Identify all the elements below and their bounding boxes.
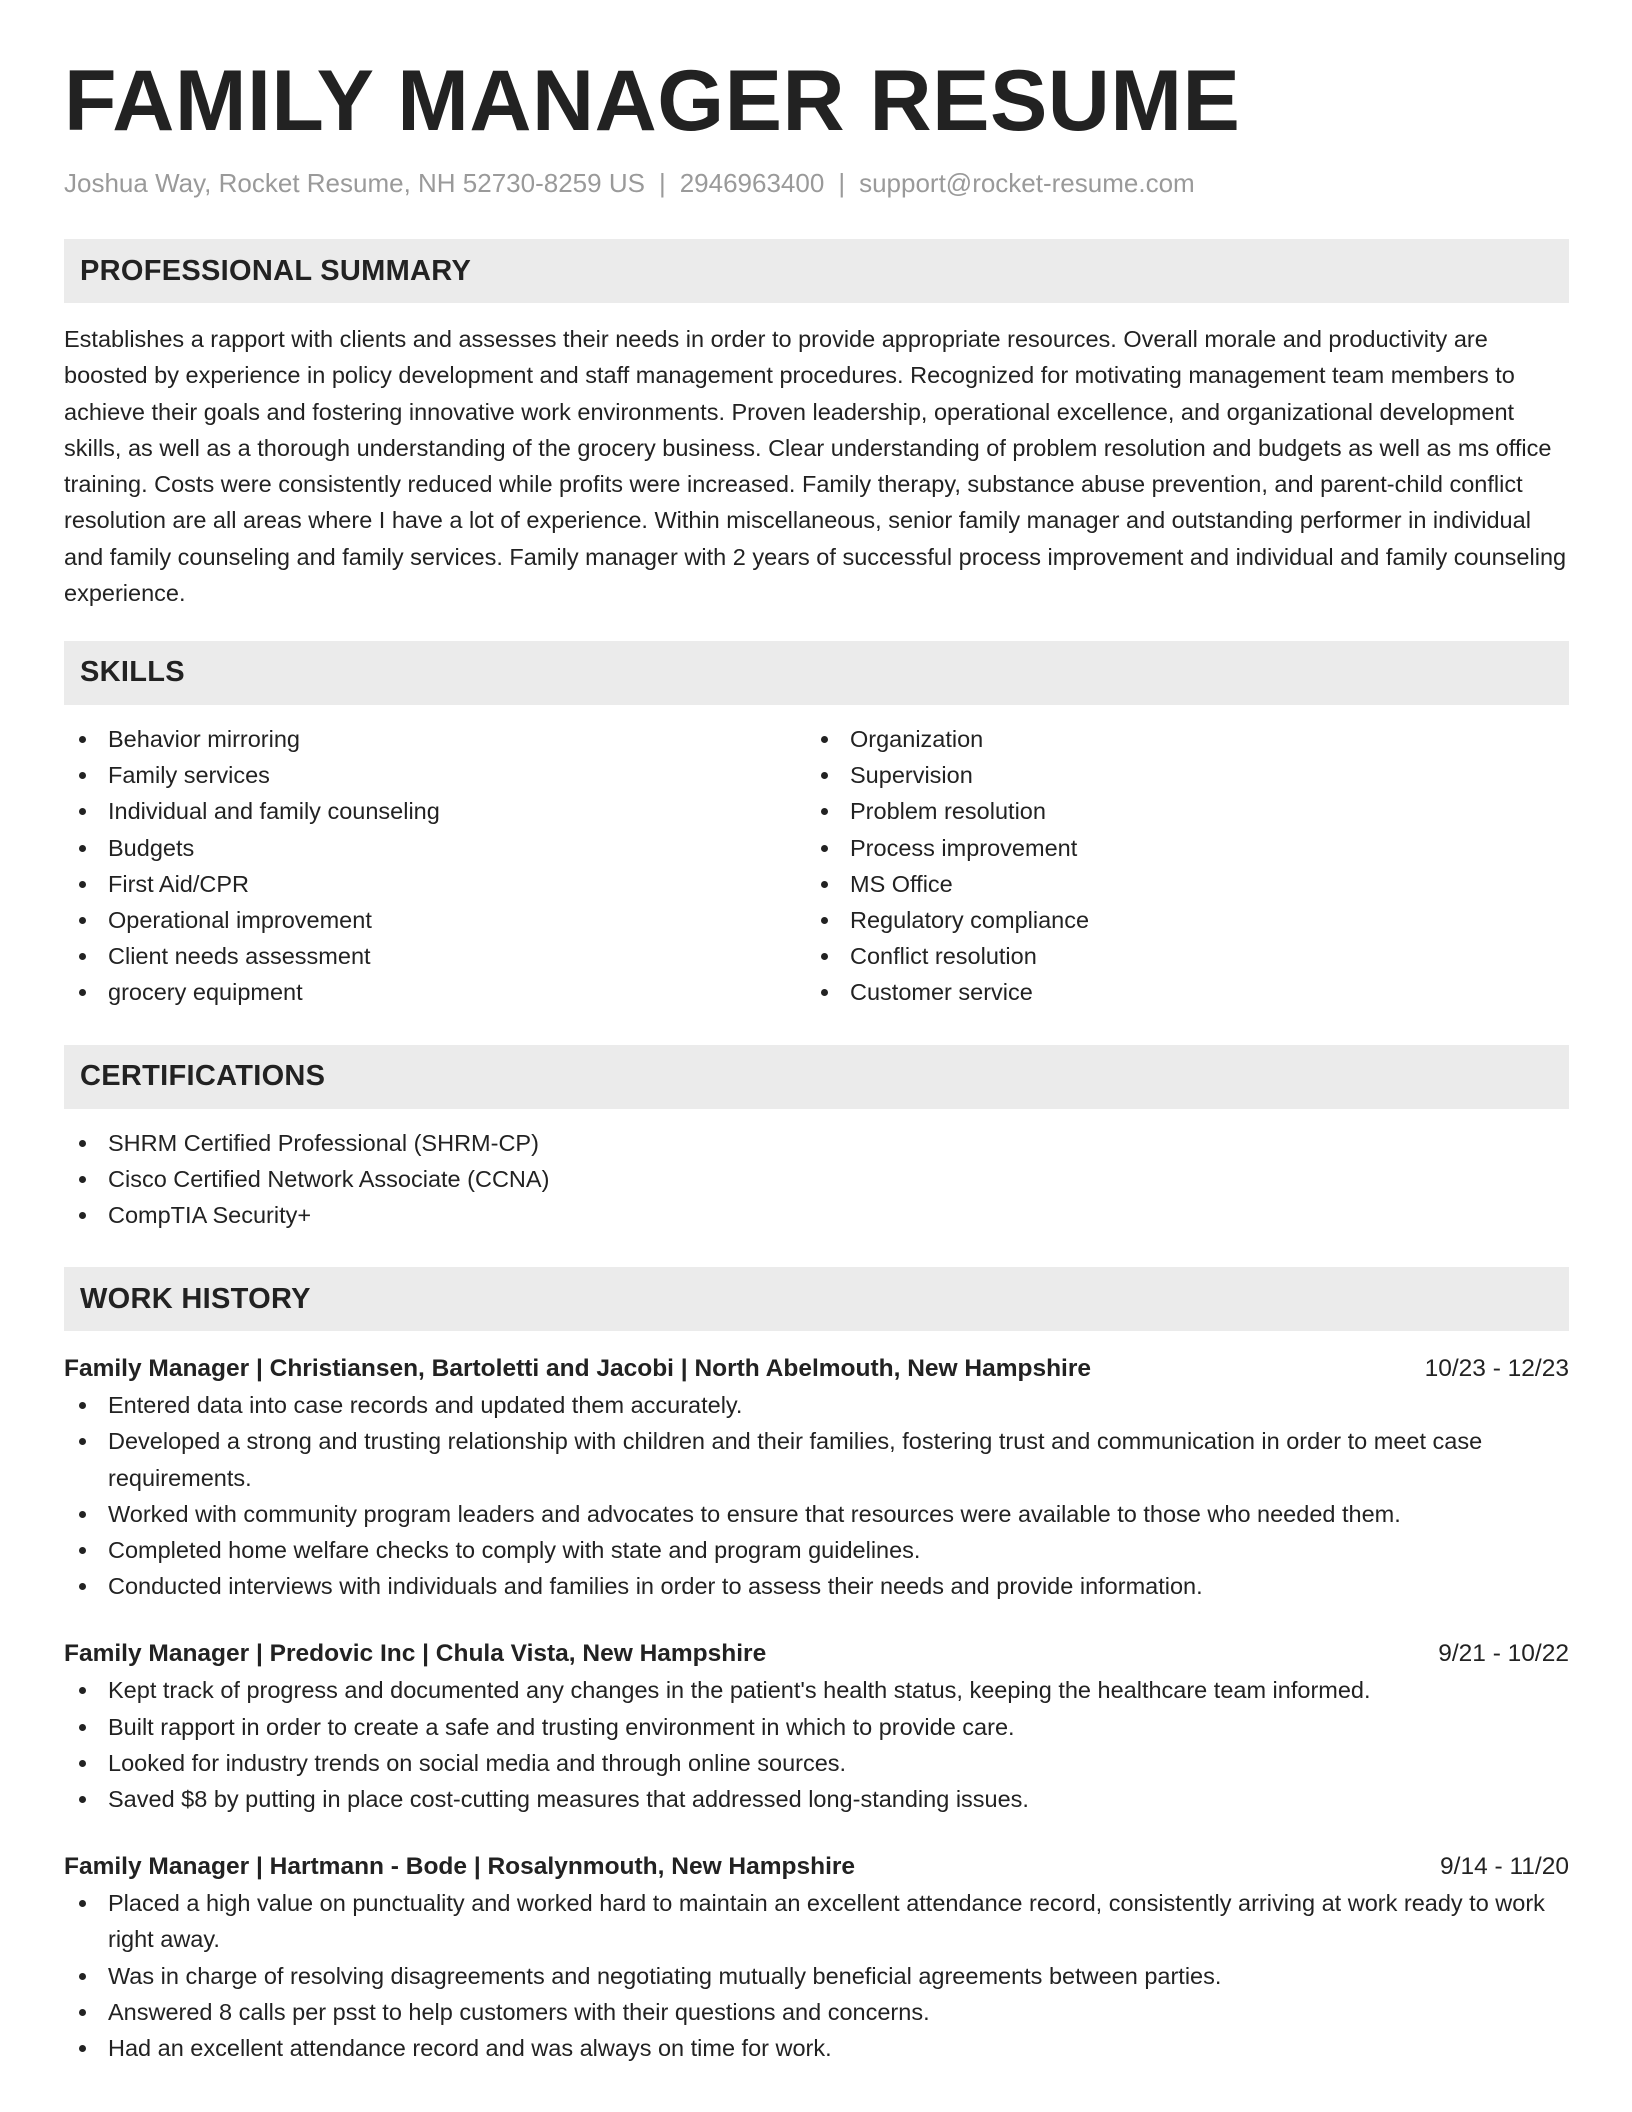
job-bullet (64, 1781, 1569, 1817)
job-bullet (64, 1745, 1569, 1781)
skill-item (64, 721, 806, 757)
bullet-dot-icon (79, 736, 86, 743)
resume-title: FAMILY MANAGER RESUME (64, 53, 1241, 149)
list-item-text: MS Office (850, 870, 953, 897)
bullet-dot-icon (79, 1760, 86, 1767)
job-bullet (64, 1532, 1569, 1568)
job-bullet (64, 1958, 1569, 1994)
list-item-text: Placed a high value on punctuality and worked hard to maintain an excellent attendance record, consistently arriving at work ready to work right away. (108, 1890, 1545, 1953)
skill-item (806, 866, 1548, 902)
contact-line (64, 165, 1569, 201)
skill-item (806, 938, 1548, 974)
certification-item (64, 1197, 1569, 1233)
skill-item (64, 757, 806, 793)
job-bullet (64, 1885, 1569, 1957)
job-header (64, 1636, 1569, 1672)
skill-item (64, 902, 806, 938)
bullet-dot-icon (79, 1900, 86, 1907)
list-item-text: Answered 8 calls per psst to help customers with their questions and concerns. (108, 1998, 930, 2025)
resume-page (64, 52, 1569, 2066)
certification-item (64, 1125, 1569, 1161)
list-item-text: First Aid/CPR (108, 870, 250, 897)
bullet-dot-icon (79, 1438, 86, 1445)
bullet-dot-icon (79, 1583, 86, 1590)
list-item-text: Had an excellent attendance record and was always on time for work. (108, 2034, 832, 2061)
list-item-text: Individual and family counseling (108, 798, 440, 825)
skill-item (806, 757, 1548, 793)
list-item-text: Behavior mirroring (108, 725, 300, 752)
contact-email: support@rocket-resume.com (859, 167, 1195, 198)
list-item-text: Process improvement (850, 834, 1078, 861)
list-item-text: Conflict resolution (850, 943, 1037, 970)
list-item-text: Was in charge of resolving disagreements and negotiating mutually beneficial agreements between parties. (108, 1962, 1222, 1989)
contact-address: Joshua Way, Rocket Resume, NH 52730-8259 US (64, 167, 645, 198)
list-item-text: Organization (850, 725, 984, 752)
list-item-text: grocery equipment (108, 979, 303, 1006)
list-item-text: Budgets (108, 834, 195, 861)
bullet-dot-icon (79, 917, 86, 924)
list-item-text: Family services (108, 762, 270, 789)
skill-item (64, 866, 806, 902)
job-bullet-list (64, 1672, 1569, 1817)
job-bullet (64, 1423, 1569, 1495)
bullet-dot-icon (79, 808, 86, 815)
bullet-dot-icon (821, 736, 828, 743)
list-item-text: Worked with community program leaders and advocates to ensure that resources were available to those who needed them. (108, 1500, 1401, 1527)
job-header (64, 1351, 1569, 1387)
bullet-dot-icon (79, 989, 86, 996)
list-item-text: Problem resolution (850, 798, 1046, 825)
bullet-dot-icon (79, 1402, 86, 1409)
job-title: Family Manager | Christiansen, Bartoletti and Jacobi | North Abelmouth, New Hampshire (64, 1355, 1092, 1383)
job-bullet (64, 2030, 1569, 2066)
skills-heading: SKILLS (64, 641, 1569, 705)
list-item-text: Conducted interviews with individuals and families in order to assess their needs and provide information. (108, 1573, 1203, 1600)
list-item-text: Completed home welfare checks to comply with state and program guidelines. (108, 1536, 921, 1563)
skills-list-left (64, 721, 806, 1011)
summary-text: Establishes a rapport with clients and assesses their needs in order to provide appropriate resources. Overall morale and productivity are boosted by experience in policy development and staff management procedures. Recognized for motivating management team members to achieve their goals and fostering innovative work environments. Proven leadership, operational excellence, and organizational development skills, as well as a thorough understanding of the grocery business. Clear understanding of problem resolution and budgets as well as ms office training. Costs were consistently reduced while profits were increased. Family therapy, substance abuse prevention, and parent-child conflict resolution are all areas where I have a lot of experience. Within miscellaneous, senior family manager and outstanding performer in individual and family counseling and family services. Family manager with 2 years of successful process improvement and individual and family counseling experience. (64, 326, 1567, 606)
bullet-dot-icon (821, 808, 828, 815)
job-header (64, 1849, 1569, 1885)
skill-item (806, 793, 1548, 829)
bullet-dot-icon (79, 1724, 86, 1731)
bullet-dot-icon (821, 989, 828, 996)
skill-item (64, 830, 806, 866)
job-bullet (64, 1568, 1569, 1604)
skills-column-right (806, 721, 1548, 1011)
job-dates: 9/14 - 11/20 (1440, 1853, 1569, 1881)
bullet-dot-icon (79, 2009, 86, 2016)
contact-phone: 2946963400 (679, 167, 825, 198)
job-bullet-list (64, 1885, 1569, 2066)
job-entry (64, 1849, 1569, 2066)
certifications-list (64, 1125, 1569, 1234)
skill-item (806, 721, 1548, 757)
list-item-text: Built rapport in order to create a safe and trusting environment in which to provide care. (108, 1713, 1015, 1740)
jobs-container (64, 1351, 1569, 2066)
job-title: Family Manager | Hartmann - Bode | Rosalynmouth, New Hampshire (64, 1853, 856, 1881)
list-item-text: Entered data into case records and updated them accurately. (108, 1392, 743, 1419)
job-entry (64, 1636, 1569, 1817)
contact-separator: | (658, 167, 666, 198)
certification-item (64, 1161, 1569, 1197)
bullet-dot-icon (79, 1547, 86, 1554)
bullet-dot-icon (79, 1511, 86, 1518)
bullet-dot-icon (821, 845, 828, 852)
bullet-dot-icon (79, 2045, 86, 2052)
list-item-text: Looked for industry trends on social media and through online sources. (108, 1749, 847, 1776)
job-bullet (64, 1496, 1569, 1532)
summary-section (64, 239, 1569, 611)
list-item-text: Saved $8 by putting in place cost-cutting measures that addressed long-standing issues. (108, 1785, 1029, 1812)
job-entry (64, 1351, 1569, 1604)
bullet-dot-icon (79, 1140, 86, 1147)
list-item-text: Kept track of progress and documented any changes in the patient's health status, keeping the healthcare team informed. (108, 1677, 1371, 1704)
list-item-text: Operational improvement (108, 906, 372, 933)
bullet-dot-icon (79, 1796, 86, 1803)
bullet-dot-icon (79, 772, 86, 779)
list-item-text: Developed a strong and trusting relationship with children and their families, fostering trust and communication in order to meet case requirements. (108, 1428, 1483, 1491)
bullet-dot-icon (79, 845, 86, 852)
skills-grid (64, 721, 1569, 1011)
skill-item (806, 974, 1548, 1010)
job-bullet-list (64, 1387, 1569, 1604)
skills-column-left (64, 721, 806, 1011)
work-history-heading: WORK HISTORY (64, 1267, 1569, 1331)
list-item-text: Customer service (850, 979, 1033, 1006)
skill-item (64, 938, 806, 974)
skill-item (806, 902, 1548, 938)
certifications-heading: CERTIFICATIONS (64, 1045, 1569, 1109)
list-item-text: CompTIA Security+ (108, 1201, 312, 1228)
skill-item (64, 793, 806, 829)
bullet-dot-icon (821, 772, 828, 779)
bullet-dot-icon (79, 953, 86, 960)
bullet-dot-icon (79, 1176, 86, 1183)
list-item-text: Regulatory compliance (850, 906, 1090, 933)
bullet-dot-icon (821, 881, 828, 888)
bullet-dot-icon (79, 1973, 86, 1980)
bullet-dot-icon (79, 1212, 86, 1219)
work-history-section (64, 1267, 1569, 2066)
job-bullet (64, 1672, 1569, 1708)
skill-item (806, 830, 1548, 866)
bullet-dot-icon (79, 881, 86, 888)
bullet-dot-icon (821, 917, 828, 924)
list-item-text: Cisco Certified Network Associate (CCNA) (108, 1165, 550, 1192)
skills-section (64, 641, 1569, 1011)
contact-separator: | (838, 167, 846, 198)
job-dates: 9/21 - 10/22 (1438, 1640, 1569, 1668)
certifications-section (64, 1045, 1569, 1234)
bullet-dot-icon (821, 953, 828, 960)
list-item-text: Client needs assessment (108, 943, 371, 970)
job-bullet (64, 1709, 1569, 1745)
summary-heading: PROFESSIONAL SUMMARY (64, 239, 1569, 303)
bullet-dot-icon (79, 1687, 86, 1694)
job-dates: 10/23 - 12/23 (1424, 1355, 1569, 1383)
job-bullet (64, 1994, 1569, 2030)
list-item-text: Supervision (850, 762, 973, 789)
list-item-text: SHRM Certified Professional (SHRM-CP) (108, 1129, 539, 1156)
skill-item (64, 974, 806, 1010)
skills-list-right (806, 721, 1548, 1011)
job-bullet (64, 1387, 1569, 1423)
job-title: Family Manager | Predovic Inc | Chula Vista, New Hampshire (64, 1640, 767, 1668)
